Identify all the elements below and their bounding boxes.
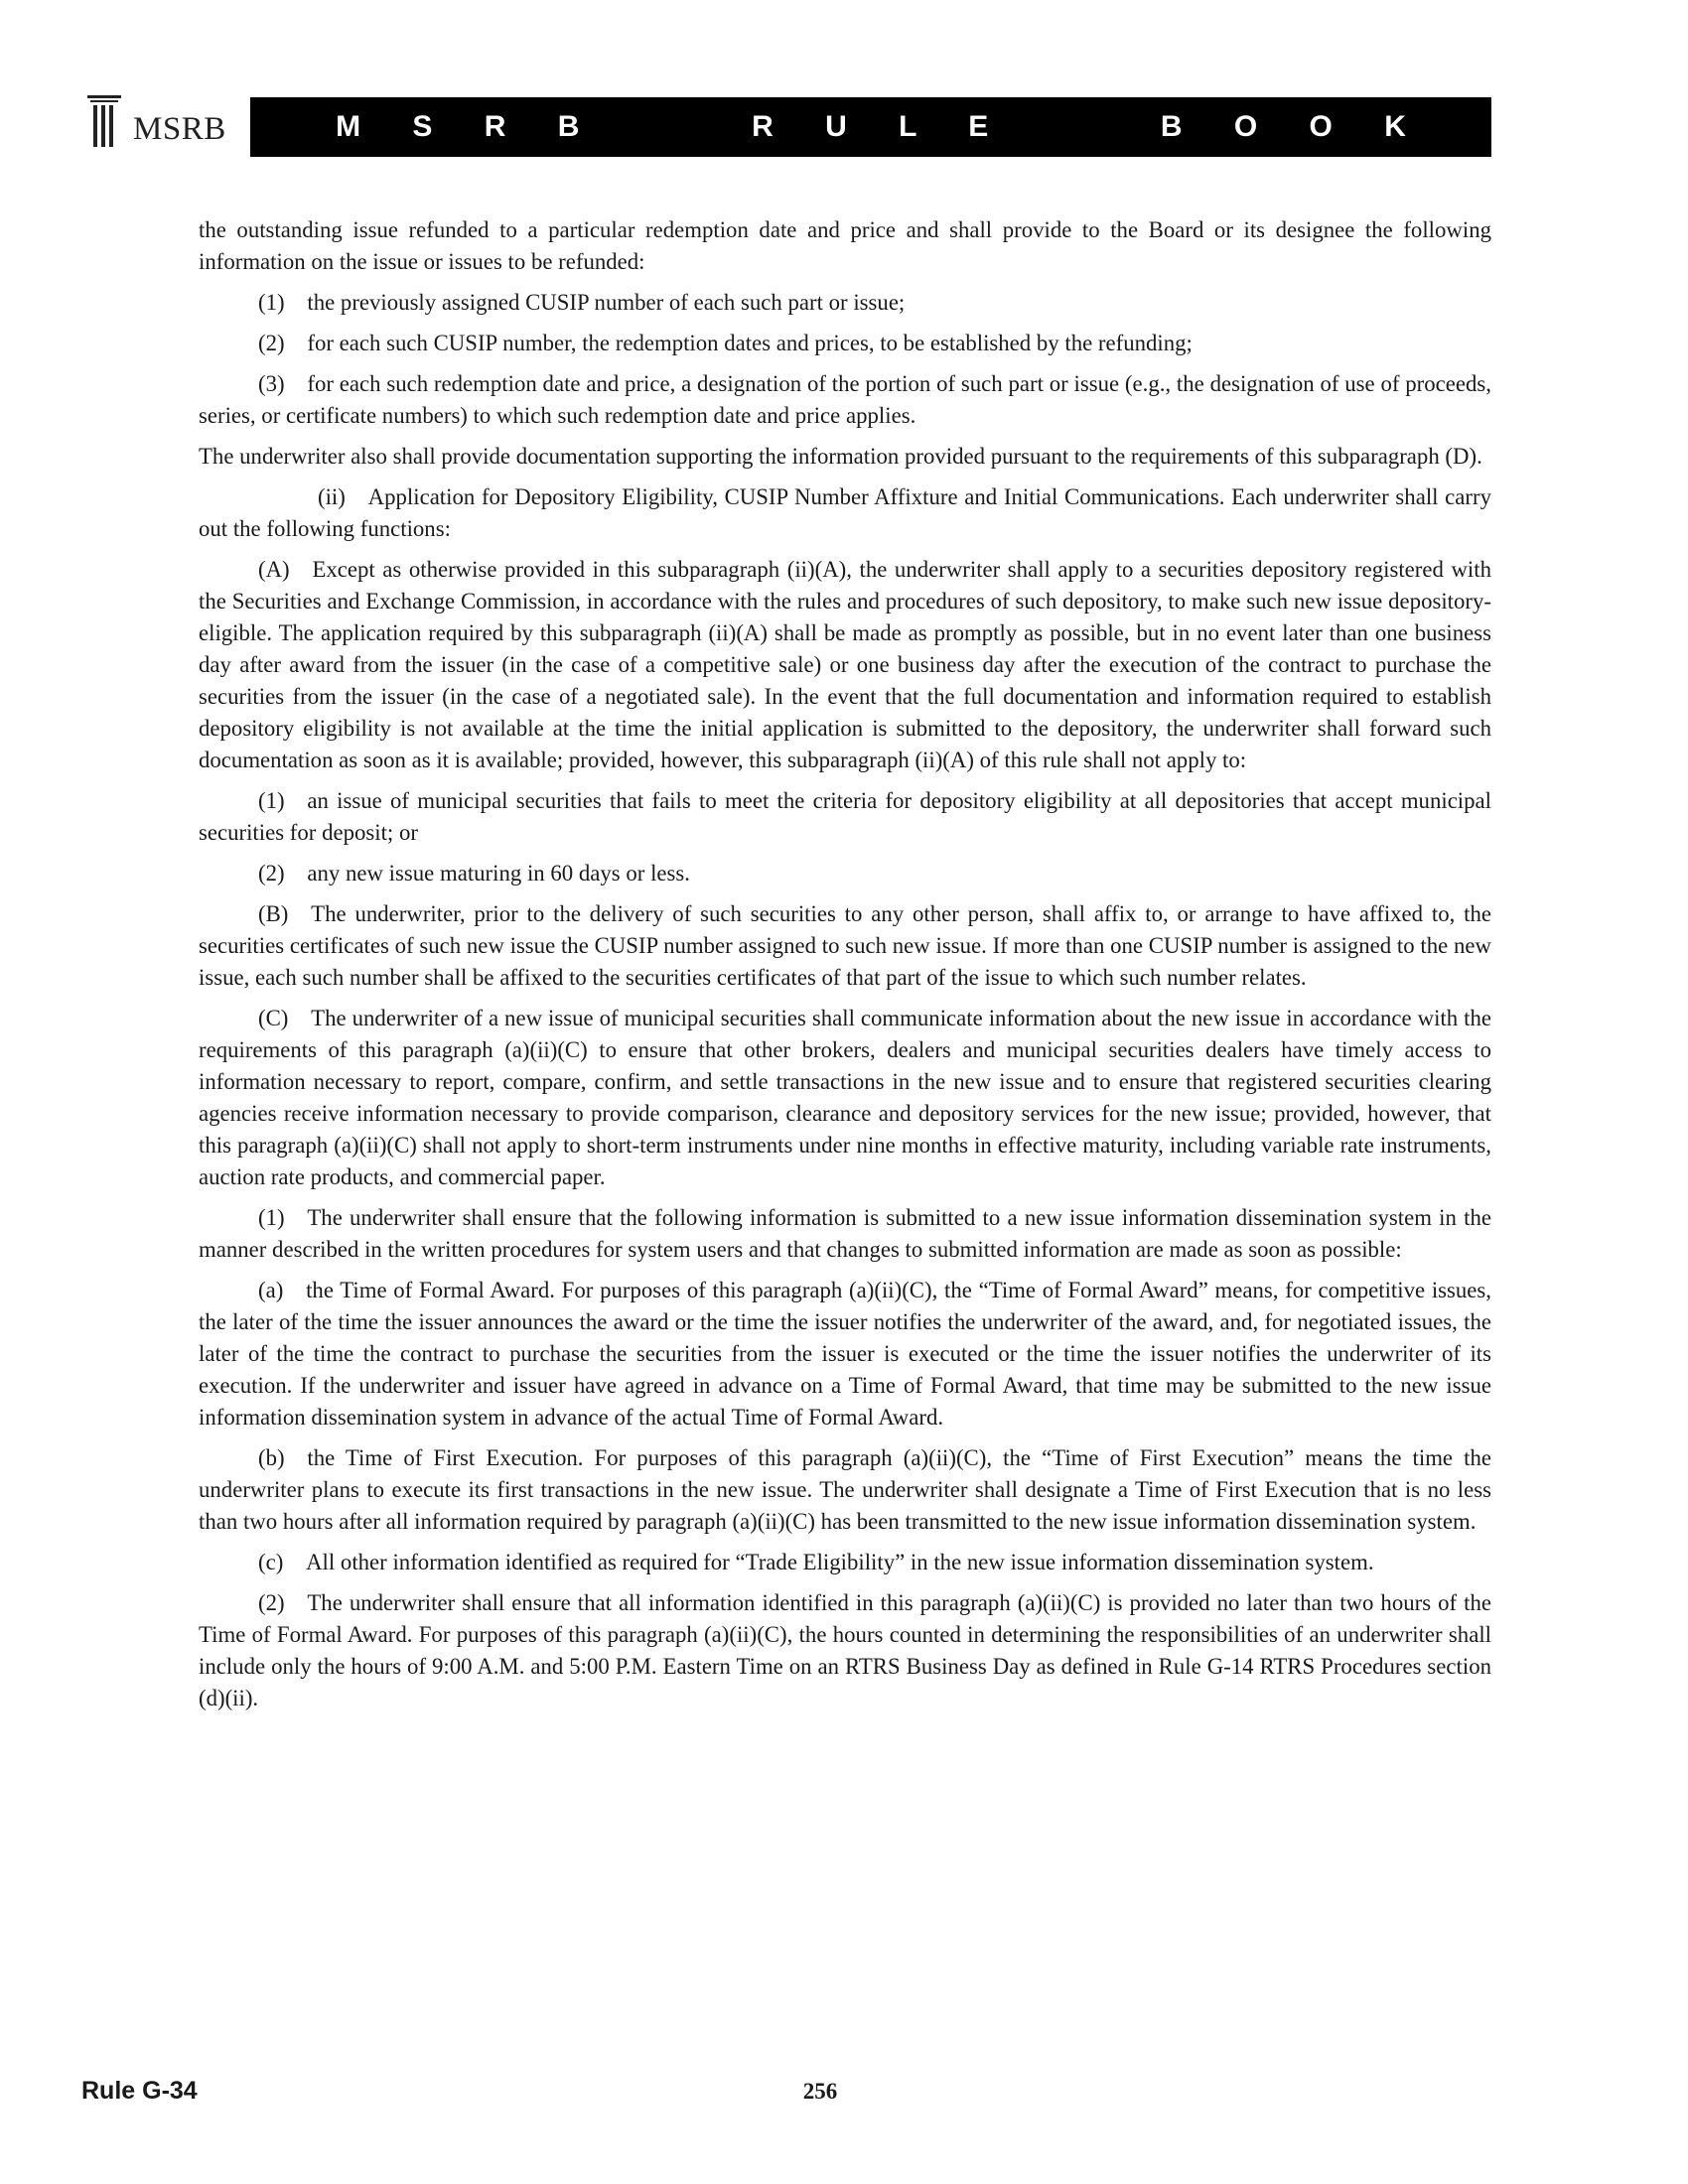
page-title: M S R B R U L E B O O K [336, 110, 1428, 143]
paragraph: The underwriter also shall provide documentation supporting the information provided pursuant to the requirements of this subparagraph (D). [199, 444, 1482, 469]
list-item: (b) the Time of First Execution. For purposes of this paragraph (a)(ii)(C), the “Time of First Execution” means the time the underwriter plans to execute its first transactions in the new issue. The underwriter shall designate a Time of First Execution that is no less than two hours after all information required by paragraph (a)(ii)(C) has been transmitted to the new issue information dissemination system. [199, 1445, 1491, 1534]
list-item: (a) the Time of Formal Award. For purposes of this paragraph (a)(ii)(C), the “Time of Formal Award” means, for competitive issues, the later of the time the issuer announces the award or the time the issuer notifies the underwriter of the award, and, for negotiated issues, the later of the time the contract to purchase the securities from the issuer is executed or the time the issuer notifies the underwriter of its execution. If the underwriter and issuer have agreed in advance on a Time of Formal Award, that time may be submitted to the new issue information dissemination system in advance of the actual Time of Formal Award. [199, 1278, 1491, 1430]
title-bar [250, 97, 1491, 157]
list-item: (2) any new issue maturing in 60 days or less. [258, 861, 690, 886]
rule-text [199, 214, 1491, 1723]
list-item: (3) for each such redemption date and price, a designation of the portion of such part or issue (e.g., the designation of use of proceeds, series, or certificate numbers) to which such redemption date and price applies. [199, 371, 1491, 428]
list-item: (2) for each such CUSIP number, the redemption dates and prices, to be established by the refunding; [258, 331, 1193, 355]
list-item: (2) The underwriter shall ensure that all information identified in this paragraph (a)(ii)(C) is provided no later than two hours of the Time of Formal Award. For purposes of this paragraph (a)(ii)(C), the hours counted in determining the responsibilities of an underwriter shall include only the hours of 9:00 A.M. and 5:00 P.M. Eastern Time on an RTRS Business Day as defined in Rule G-14 RTRS Procedures section (d)(ii). [199, 1590, 1491, 1710]
list-item: (c) All other information identified as required for “Trade Eligibility” in the new issue information dissemination system. [258, 1550, 1374, 1574]
section-heading-paragraph: (ii) Application for Depository Eligibility, CUSIP Number Affixture and Initial Communications. Each underwriter shall carry out the following functions: [199, 484, 1491, 541]
list-item: (1) an issue of municipal securities that fails to meet the criteria for depository eligibility at all depositories that accept municipal securities for deposit; or [199, 788, 1491, 845]
pillar-icon [81, 93, 129, 153]
page-header [81, 91, 1491, 157]
subparagraph: (A) Except as otherwise provided in this subparagraph (ii)(A), the underwriter shall apply to a securities depository registered with the Securities and Exchange Commission, in accordance with the rules and procedures of such depository, to make such new issue depository-eligible. The application required by this subparagraph (ii)(A) shall be made as promptly as possible, but in no event later than one business day after award from the issuer (in the case of a competitive sale) or one business day after the execution of the contract to purchase the securities from the issuer (in the case of a negotiated sale). In the event that the full documentation and information required to establish depository eligibility is not available at the time the initial application is submitted to the depository, the underwriter shall forward such documentation as soon as it is available; provided, however, this subparagraph (ii)(A) of this rule shall not apply to: [199, 557, 1491, 772]
footer-rule-label: Rule G-34 [81, 2077, 198, 2105]
paragraph: the outstanding issue refunded to a particular redemption date and price and shall provide to the Board or its designee the following information on the issue or issues to be refunded: [199, 217, 1491, 274]
msrb-logo [81, 91, 250, 157]
list-item: (1) the previously assigned CUSIP number of each such part or issue; [258, 290, 906, 315]
list-item: (1) The underwriter shall ensure that the following information is submitted to a new issue information dissemination system in the manner described in the written procedures for system users and that changes to submitted information are made as soon as possible: [199, 1205, 1491, 1262]
page-number: 256 [802, 2079, 838, 2104]
logo-text: MSRB [133, 111, 226, 147]
subparagraph: (C) The underwriter of a new issue of municipal securities shall communicate information about the new issue in accordance with the requirements of this paragraph (a)(ii)(C) to ensure that other brokers, dealers and municipal securities dealers have timely access to information necessary to report, compare, confirm, and settle transactions in the new issue and to ensure that registered securities clearing agencies receive information necessary to provide comparison, clearance and depository services for the new issue; provided, however, that this paragraph (a)(ii)(C) shall not apply to short-term instruments under nine months in effective maturity, including variable rate instruments, auction rate products, and commercial paper. [199, 1006, 1491, 1189]
subparagraph: (B) The underwriter, prior to the delivery of such securities to any other person, shall affix to, or arrange to have affixed to, the securities certificates of such new issue the CUSIP number assigned to such new issue. If more than one CUSIP number is assigned to the new issue, each such number shall be affixed to the securities certificates of that part of the issue to which such number relates. [199, 901, 1491, 990]
